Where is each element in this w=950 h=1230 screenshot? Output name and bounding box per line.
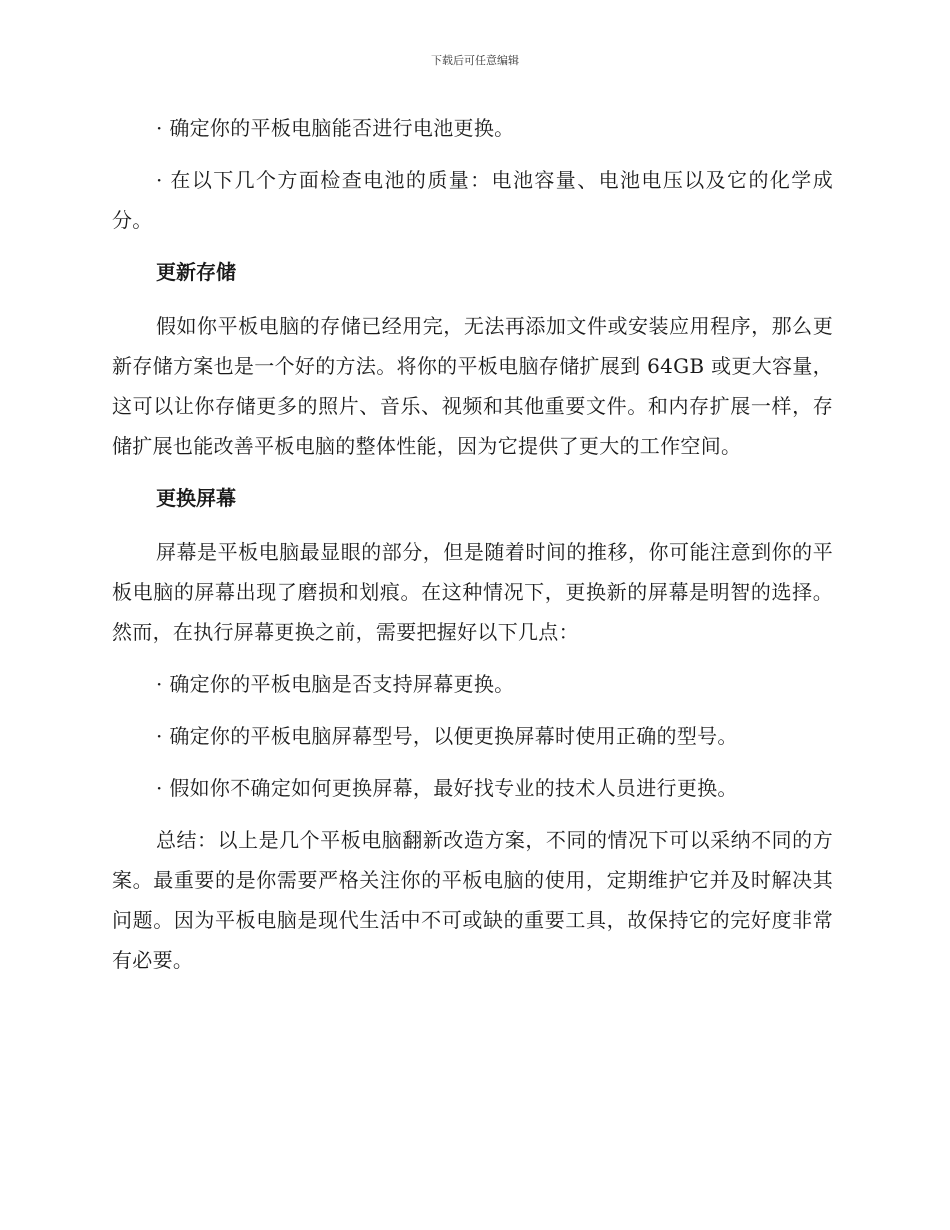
paragraph-summary: 总结：以上是几个平板电脑翻新改造方案，不同的情况下可以采纳不同的方案。最重要的是你需要严格关注你的平板电脑的使用，定期维护它并及时解决其问题。因为平板电脑是现代生活中不可或缺的重要工具，故保持它的完好度非常有必要。 (112, 828, 833, 972)
heading-storage: 更新存储 (156, 260, 236, 284)
bullet-battery-replace: · 确定你的平板电脑能否进行电池更换。 (156, 116, 515, 140)
heading-screen: 更换屏幕 (156, 486, 236, 510)
paragraph-screen: 屏幕是平板电脑最显眼的部分，但是随着时间的推移，你可能注意到你的平板电脑的屏幕出现了磨损和划痕。在这种情况下，更换新的屏幕是明智的选择。然而，在执行屏幕更换之前，需要把握好以下几点： (112, 540, 833, 644)
document-body (112, 108, 833, 992)
bullet-screen-model: · 确定你的平板电脑屏幕型号，以便更换屏幕时使用正确的型号。 (156, 724, 738, 748)
page-header: 下载后可任意编辑 (431, 54, 519, 67)
bullet-screen-support: · 确定你的平板电脑是否支持屏幕更换。 (156, 672, 515, 696)
paragraph-storage: 假如你平板电脑的存储已经用完，无法再添加文件或安装应用程序，那么更新存储方案也是一个好的方法。将你的平板电脑存储扩展到 64GB 或更大容量，这可以让你存储更多的照片、音乐、视频和其他重要文件。和内存扩展一样，存储扩展也能改善平板电脑的整体性能，因为它提供了更大的工作空间。 (112, 314, 833, 458)
bullet-screen-professional: · 假如你不确定如何更换屏幕，最好找专业的技术人员进行更换。 (156, 776, 738, 800)
bullet-battery-quality: · 在以下几个方面检查电池的质量：电池容量、电池电压以及它的化学成分。 (112, 168, 833, 232)
